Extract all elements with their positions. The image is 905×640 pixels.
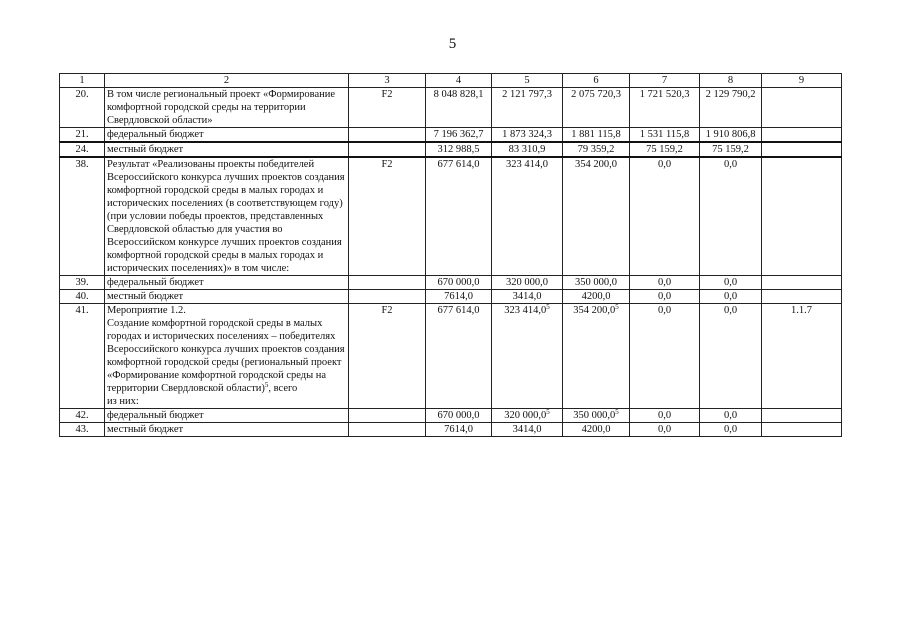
row-source-code: F2: [349, 304, 426, 409]
row-value-col5: [492, 304, 563, 409]
footnote-mark: 5: [615, 408, 619, 416]
row-value-col5: 1 873 324,3: [492, 128, 563, 143]
row-value-col8: 0,0: [700, 423, 762, 437]
row-target-code: [762, 128, 842, 143]
row-target-code: [762, 423, 842, 437]
row-value-col5: 83 310,9: [492, 142, 563, 157]
row-target-code: [762, 276, 842, 290]
row-source-code: [349, 409, 426, 423]
row-source-code: [349, 290, 426, 304]
row-value-col5: 2 121 797,3: [492, 88, 563, 128]
footnote-mark: 5: [264, 381, 269, 389]
measure-title: Мероприятие 1.2.: [107, 305, 186, 316]
row-target-code: 1.1.7: [762, 304, 842, 409]
row-number: 43.: [60, 423, 105, 437]
table-row: [60, 409, 842, 423]
value-text: 350 000,0: [573, 410, 616, 421]
row-source-code: [349, 276, 426, 290]
row-number: 38.: [60, 157, 105, 276]
row-description: федеральный бюджет: [105, 128, 349, 143]
row-value-col5: 323 414,0: [492, 157, 563, 276]
row-value-col6: [563, 304, 630, 409]
table-row: [60, 290, 842, 304]
footnote-mark: 5: [546, 408, 550, 416]
row-value-col8: 2 129 790,2: [700, 88, 762, 128]
row-target-code: [762, 88, 842, 128]
row-value-col4: 677 614,0: [426, 304, 492, 409]
row-number: 41.: [60, 304, 105, 409]
row-value-col4: 7 196 362,7: [426, 128, 492, 143]
row-value-col4: 8 048 828,1: [426, 88, 492, 128]
row-value-col8: 75 159,2: [700, 142, 762, 157]
row-value-col5: 3414,0: [492, 423, 563, 437]
table-row: [60, 142, 842, 157]
column-header: 8: [700, 74, 762, 88]
column-header: 5: [492, 74, 563, 88]
row-source-code: F2: [349, 88, 426, 128]
row-source-code: [349, 128, 426, 143]
row-value-col4: 670 000,0: [426, 409, 492, 423]
table-row: [60, 128, 842, 143]
footnote-mark: 5: [615, 303, 619, 311]
row-source-code: [349, 142, 426, 157]
column-header: 2: [105, 74, 349, 88]
row-value-col6: 4200,0: [563, 290, 630, 304]
column-header: 7: [630, 74, 700, 88]
row-value-col7: 0,0: [630, 290, 700, 304]
row-source-code: [349, 423, 426, 437]
table-row: [60, 423, 842, 437]
row-value-col8: 0,0: [700, 276, 762, 290]
row-value-col4: 312 988,5: [426, 142, 492, 157]
column-header: 4: [426, 74, 492, 88]
row-value-col8: 0,0: [700, 409, 762, 423]
row-number: 40.: [60, 290, 105, 304]
column-header: 6: [563, 74, 630, 88]
row-value-col6: [563, 409, 630, 423]
row-value-col4: 677 614,0: [426, 157, 492, 276]
column-number-row: [60, 74, 842, 88]
row-value-col6: 1 881 115,8: [563, 128, 630, 143]
column-header: 3: [349, 74, 426, 88]
budget-table: [59, 73, 842, 437]
row-description: федеральный бюджет: [105, 409, 349, 423]
row-description: Результат «Реализованы проекты победителей Всероссийского конкурса лучших проектов создания комфортной городской среды в малых городах и исторических поселениях (в соответствующем году) (при условии победы проектов, представленных Свердловской областью для участия во Всероссийском конкурсе лучших проектов создания комфортной городской среды в малых городах и исторических поселениях)» в том числе:: [105, 157, 349, 276]
row-value-col4: 670 000,0: [426, 276, 492, 290]
row-number: 20.: [60, 88, 105, 128]
page-number: 5: [448, 36, 457, 52]
row-target-code: [762, 157, 842, 276]
row-value-col8: 0,0: [700, 304, 762, 409]
value-text: 320 000,0: [504, 410, 547, 421]
measure-subtitle: из них:: [107, 396, 139, 407]
row-value-col8: 1 910 806,8: [700, 128, 762, 143]
row-value-col7: 0,0: [630, 409, 700, 423]
row-value-col7: 0,0: [630, 304, 700, 409]
row-description: В том числе региональный проект «Формирование комфортной городской среды на территории Свердловской области»: [105, 88, 349, 128]
row-value-col7: 75 159,2: [630, 142, 700, 157]
row-value-col6: 350 000,0: [563, 276, 630, 290]
row-number: 39.: [60, 276, 105, 290]
footnote-mark: 5: [546, 303, 550, 311]
row-target-code: [762, 409, 842, 423]
row-value-col7: 0,0: [630, 276, 700, 290]
row-value-col7: 0,0: [630, 423, 700, 437]
row-value-col4: 7614,0: [426, 290, 492, 304]
row-description: местный бюджет: [105, 290, 349, 304]
row-value-col6: 2 075 720,3: [563, 88, 630, 128]
row-value-col6: 4200,0: [563, 423, 630, 437]
row-description: местный бюджет: [105, 423, 349, 437]
row-number: 24.: [60, 142, 105, 157]
row-number: 21.: [60, 128, 105, 143]
row-number: 42.: [60, 409, 105, 423]
row-value-col5: [492, 409, 563, 423]
measure-text: Создание комфортной городской среды в малых городах и исторических поселениях – победителях Всероссийского конкурса лучших проектов создания комфортной городской среды (региональный проект «Формирование комфортной городской среды на территории Свердловской области): [107, 318, 345, 394]
row-value-col6: 79 359,2: [563, 142, 630, 157]
row-target-code: [762, 290, 842, 304]
row-value-col6: 354 200,0: [563, 157, 630, 276]
row-value-col7: 1 721 520,3: [630, 88, 700, 128]
row-description: местный бюджет: [105, 142, 349, 157]
row-description: [105, 304, 349, 409]
column-header: 9: [762, 74, 842, 88]
row-value-col8: 0,0: [700, 157, 762, 276]
row-value-col7: 1 531 115,8: [630, 128, 700, 143]
row-target-code: [762, 142, 842, 157]
value-text: 354 200,0: [573, 305, 616, 316]
table-row: [60, 304, 842, 409]
table-row: [60, 88, 842, 128]
row-value-col7: 0,0: [630, 157, 700, 276]
row-value-col5: 320 000,0: [492, 276, 563, 290]
table-row: [60, 157, 842, 276]
table-row: [60, 276, 842, 290]
row-source-code: F2: [349, 157, 426, 276]
column-header: 1: [60, 74, 105, 88]
measure-tail: , всего: [268, 383, 298, 394]
row-value-col5: 3414,0: [492, 290, 563, 304]
row-value-col8: 0,0: [700, 290, 762, 304]
value-text: 323 414,0: [504, 305, 547, 316]
row-description: федеральный бюджет: [105, 276, 349, 290]
row-value-col4: 7614,0: [426, 423, 492, 437]
